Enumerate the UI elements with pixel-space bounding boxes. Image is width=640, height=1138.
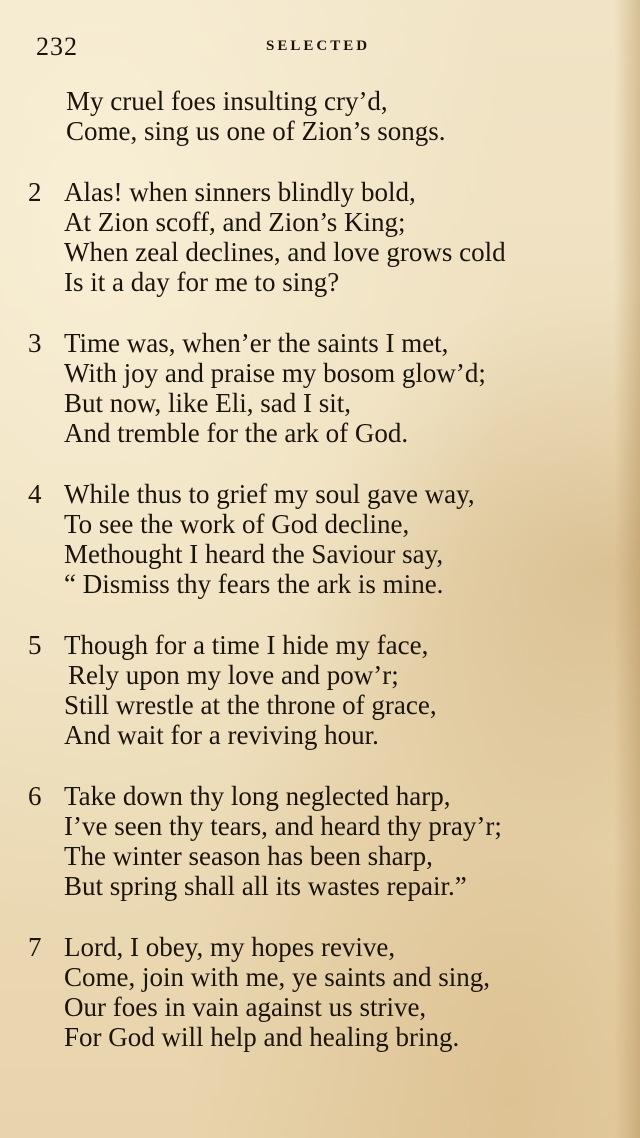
verse-line: Alas! when sinners blindly bold, [64, 177, 416, 207]
page-number: 232 [36, 32, 78, 61]
verse-4 [28, 479, 618, 599]
verse-line: Take down thy long neglected harp, [64, 781, 451, 811]
verse-line: The winter season has been sharp, [64, 841, 433, 871]
verse-7 [28, 932, 618, 1052]
verse-number: 3 [28, 328, 42, 358]
verse-3 [28, 328, 618, 448]
verse-line: When zeal declines, and love grows cold [64, 237, 506, 267]
running-head: SELECTED [266, 38, 371, 54]
page-header [36, 32, 596, 62]
verse-line: Time was, when’er the saints I met, [64, 328, 449, 358]
verse-line: And tremble for the ark of God. [64, 418, 409, 448]
verse-line: “ Dismiss thy fears the ark is mine. [64, 569, 444, 599]
verse-line: Rely upon my love and pow’r; [68, 660, 399, 690]
verse-number: 6 [28, 781, 42, 811]
verse-line: Still wrestle at the throne of grace, [64, 690, 437, 720]
verse-line: To see the work of God decline, [64, 509, 410, 539]
verse-line: At Zion scoff, and Zion’s King; [64, 207, 406, 237]
verse-line: While thus to grief my soul gave way, [64, 479, 475, 509]
verse-6 [28, 781, 618, 901]
verse-line: But spring shall all its wastes repair.” [64, 871, 467, 901]
verse-line: And wait for a reviving hour. [64, 720, 379, 750]
verse-line: Our foes in vain against us strive, [64, 992, 427, 1022]
verse-line: I’ve seen thy tears, and heard thy pray’r; [64, 811, 502, 841]
verse-5 [28, 630, 618, 750]
verse-line: Come, join with me, ye saints and sing, [64, 962, 490, 992]
verse-number: 5 [28, 630, 42, 660]
verse-number: 4 [28, 479, 42, 509]
verse-line: Is it a day for me to sing? [64, 267, 340, 297]
verse-line: Methought I heard the Saviour say, [64, 539, 444, 569]
verse-line: For God will help and healing bring. [64, 1022, 460, 1052]
verse-line: Though for a time I hide my face, [64, 630, 429, 660]
hymn-text [28, 86, 618, 1052]
verse-number: 7 [28, 932, 42, 962]
verse-line: With joy and praise my bosom glow’d; [64, 358, 486, 388]
verse-line: My cruel foes insulting cry’d, [66, 86, 388, 116]
verse-line: Come, sing us one of Zion’s songs. [66, 116, 446, 146]
verse-line: Lord, I obey, my hopes revive, [64, 932, 396, 962]
verse-line: But now, like Eli, sad I sit, [64, 388, 351, 418]
verse-continuation [28, 86, 618, 146]
verse-number: 2 [28, 177, 42, 207]
verse-2 [28, 177, 618, 297]
